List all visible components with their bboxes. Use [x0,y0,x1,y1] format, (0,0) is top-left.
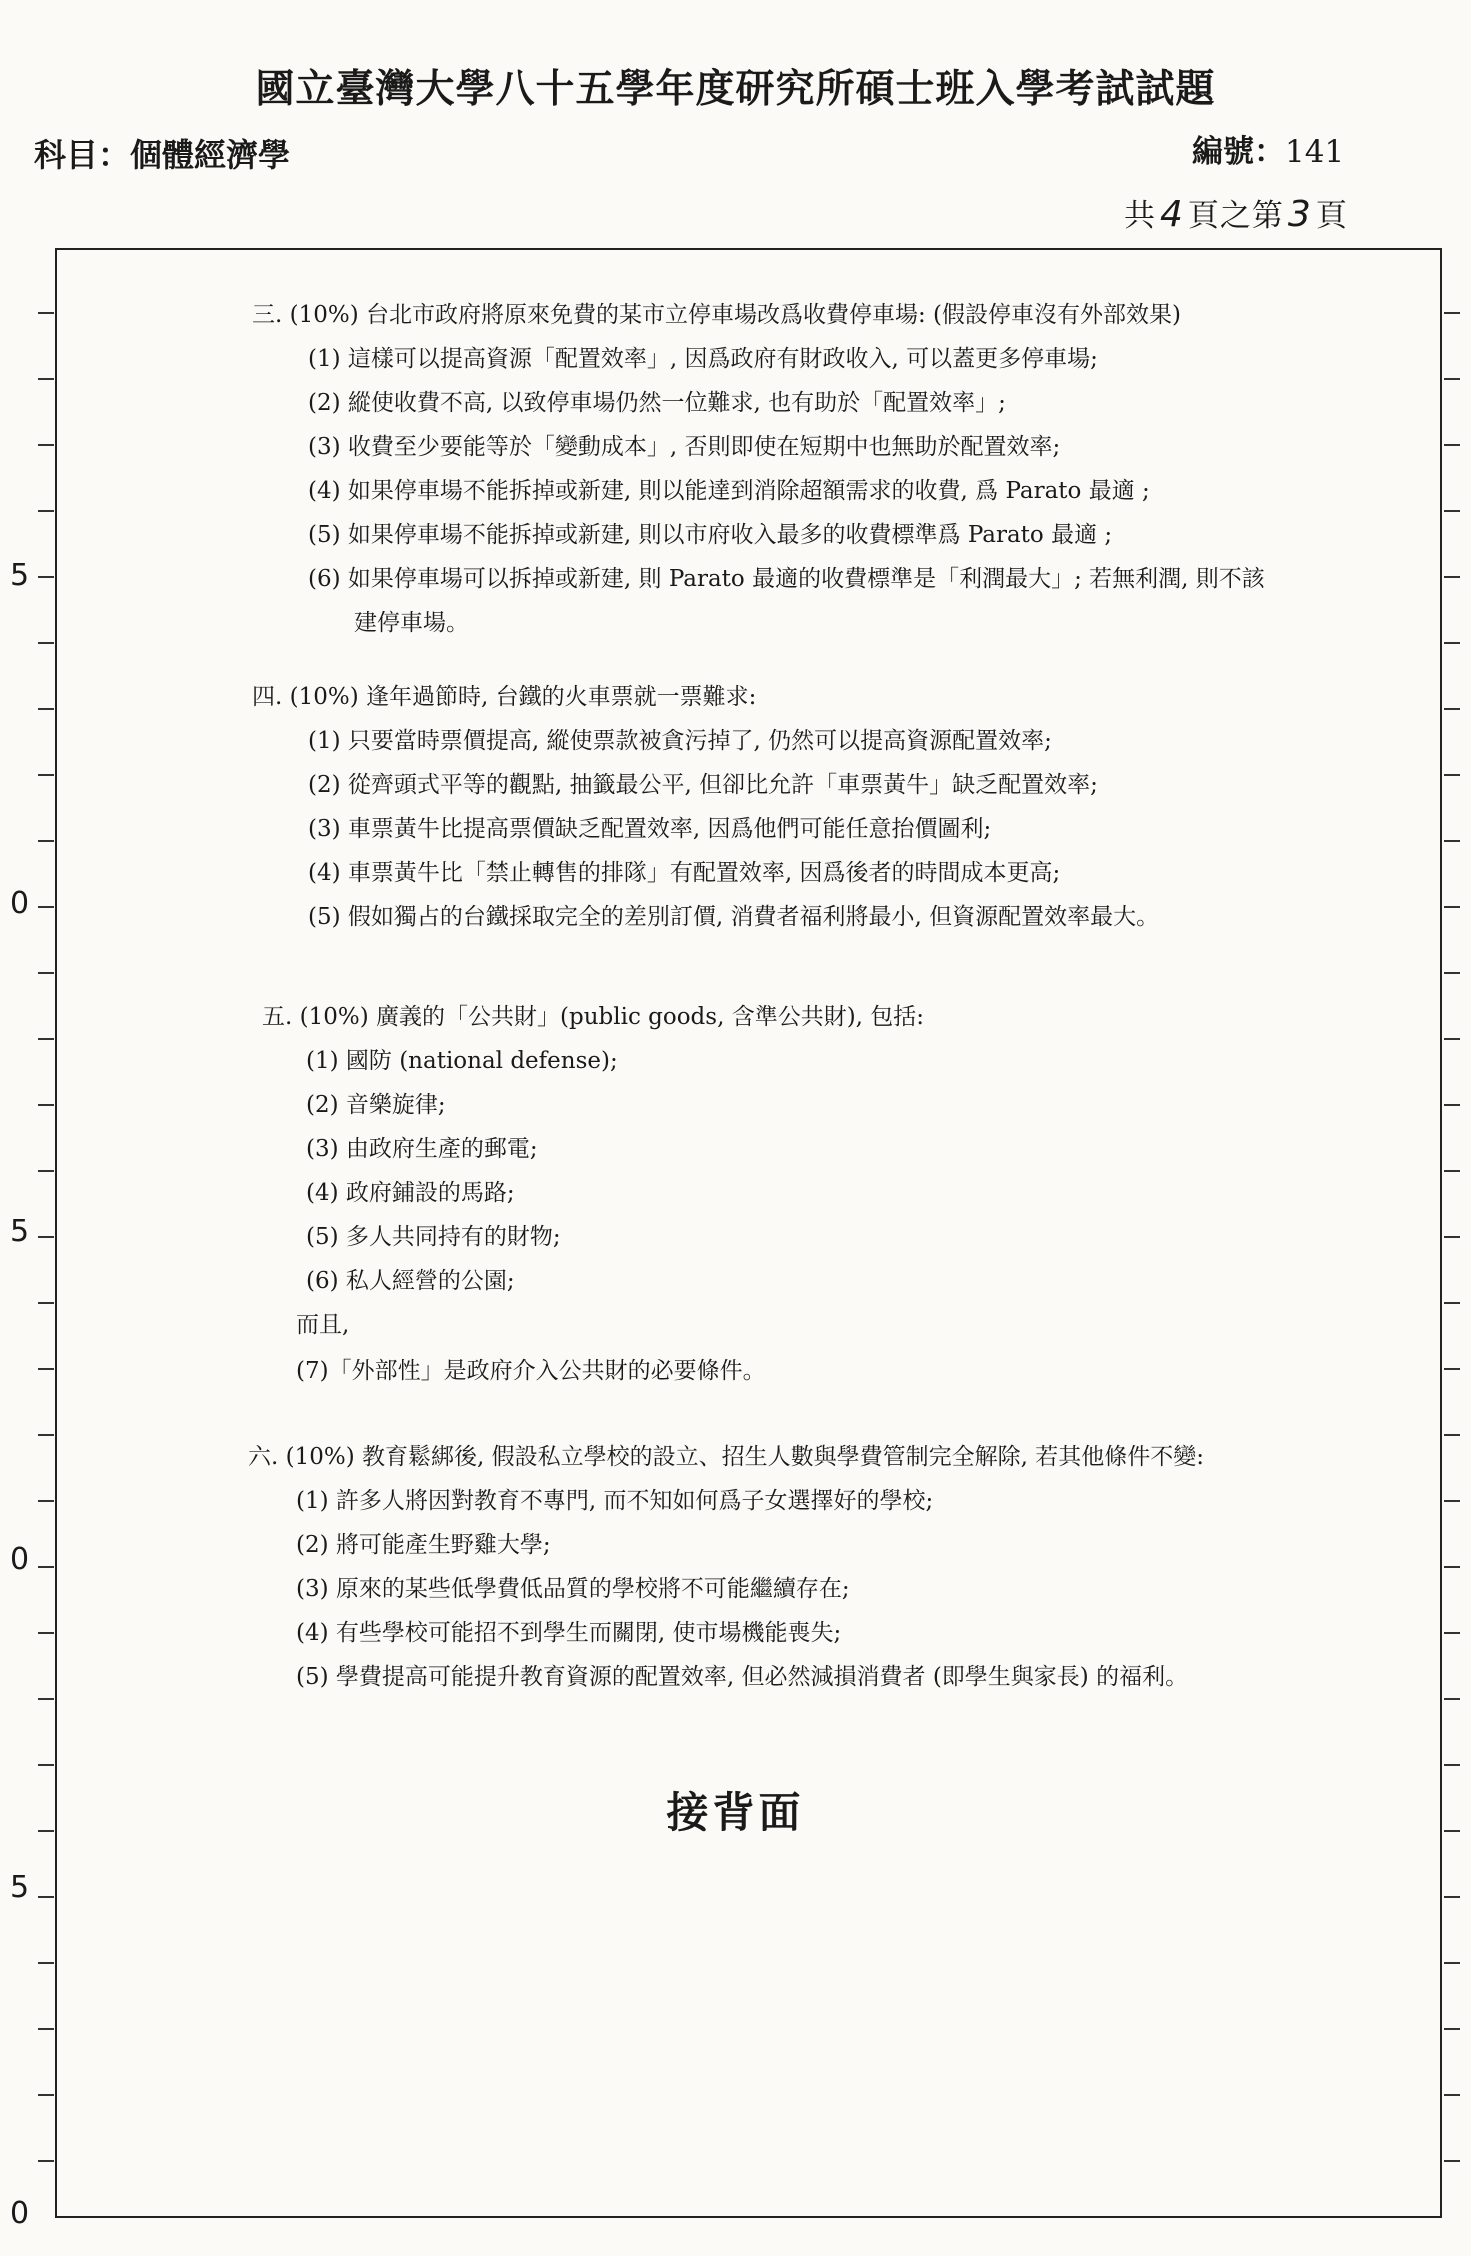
ruler-tick [1444,774,1460,776]
margin-number: 0 [10,2196,30,2231]
margin-number: 0 [10,1542,30,1577]
ruler-tick [38,1368,54,1370]
question-4-option: (5) 假如獨占的台鐵採取完全的差別訂價, 消費者福利將最小, 但資源配置效率最大。 [308,904,1160,930]
ruler-tick [38,1104,54,1106]
question-5-option: (5) 多人共同持有的財物; [306,1224,561,1250]
question-5-option: (4) 政府鋪設的馬路; [306,1180,515,1206]
question-3-option: (5) 如果停車場不能拆掉或新建, 則以市府收入最多的收費標準爲 Parato 最適 ; [308,522,1113,548]
question-3-option: (6) 如果停車場可以拆掉或新建, 則 Parato 最適的收費標準是「利潤最大」; 若無利潤, 則不該 [308,566,1265,592]
ruler-tick [38,1500,54,1502]
ruler-tick [38,1302,54,1304]
pages-pre: 共 [1124,198,1156,234]
ruler-tick [38,1236,54,1238]
ruler-tick [1444,840,1460,842]
ruler-tick [38,1632,54,1634]
ruler-tick [1444,1566,1460,1568]
ruler-tick [38,1962,54,1964]
ruler-tick [1444,576,1460,578]
ruler-tick [1444,1434,1460,1436]
exam-code [1192,126,1344,171]
margin-number: 5 [10,558,30,593]
ruler-tick [38,444,54,446]
ruler-tick [38,2160,54,2162]
pages-total: 4 [1160,194,1184,235]
ruler-tick [38,2028,54,2030]
ruler-tick [1444,972,1460,974]
ruler-tick [38,906,54,908]
margin-number: 0 [10,886,30,921]
ruler-tick [38,510,54,512]
pages-current: 3 [1287,194,1312,235]
ruler-tick [1444,1170,1460,1172]
ruler-tick [38,1038,54,1040]
pages-mid: 頁之第 [1187,198,1284,234]
ruler-tick [1444,444,1460,446]
code-value: 141 [1285,134,1345,170]
question-4-option: (1) 只要當時票價提高, 縱使票款被貪污掉了, 仍然可以提高資源配置效率; [308,728,1052,754]
ruler-tick [1444,2160,1460,2162]
exam-title: 國立臺灣大學八十五學年度研究所碩士班入學考試試題 [255,66,1216,112]
ruler-tick [1444,906,1460,908]
margin-number: 5 [10,1870,30,1905]
ruler-tick [38,1566,54,1568]
ruler-tick [38,378,54,380]
question-5-option: (3) 由政府生產的郵電; [306,1136,538,1162]
ruler-tick [1444,1302,1460,1304]
ruler-tick [38,2094,54,2096]
question-6-option: (2) 將可能產生野雞大學; [296,1532,551,1558]
question-3-continuation: 建停車場。 [354,610,469,636]
ruler-tick [38,1434,54,1436]
ruler-tick [38,1170,54,1172]
ruler-tick [1444,312,1460,314]
ruler-tick [1444,642,1460,644]
ruler-tick [1444,510,1460,512]
ruler-tick [1444,1896,1460,1898]
question-5-option: (1) 國防 (national defense); [306,1048,618,1074]
question-5-connector: 而且, [296,1312,350,1338]
ruler-tick [38,840,54,842]
ruler-tick [38,576,54,578]
ruler-tick [1444,1500,1460,1502]
ruler-tick [1444,1698,1460,1700]
ruler-tick [1444,1104,1460,1106]
question-6-option: (3) 原來的某些低學費低品質的學校將不可能繼續存在; [296,1576,850,1602]
ruler-tick [1444,2094,1460,2096]
question-3-option: (1) 這樣可以提高資源「配置效率」, 因爲政府有財政收入, 可以蓋更多停車場; [308,346,1098,372]
ruler-tick [38,642,54,644]
question-3-option: (2) 縱使收費不高, 以致停車場仍然一位難求, 也有助於「配置效率」; [308,390,1006,416]
ruler-tick [38,312,54,314]
question-6-option: (5) 學費提高可能提升教育資源的配置效率, 但必然減損消費者 (即學生與家長) 的福利。 [296,1664,1189,1690]
continued-on-back-stamp: 接背面 [666,1788,805,1837]
question-5-extra: (7)「外部性」是政府介入公共財的必要條件。 [296,1358,766,1384]
question-6-option: (1) 許多人將因對教育不專門, 而不知如何爲子女選擇好的學校; [296,1488,934,1514]
subject-label: 科目：個體經濟學 [34,136,291,174]
page-indicator [1124,190,1348,235]
ruler-tick [1444,2028,1460,2030]
question-5-option: (2) 音樂旋律; [306,1092,446,1118]
ruler-tick [1444,1236,1460,1238]
question-3-option: (4) 如果停車場不能拆掉或新建, 則以能達到消除超額需求的收費, 爲 Parato 最適 ; [308,478,1150,504]
ruler-tick [1444,1038,1460,1040]
question-5-heading: 五. (10%) 廣義的「公共財」(public goods, 含準公共財), 包括: [262,1004,925,1030]
ruler-tick [38,1896,54,1898]
ruler-tick [1444,378,1460,380]
pages-post: 頁 [1315,198,1348,234]
question-3-option: (3) 收費至少要能等於「變動成本」, 否則即使在短期中也無助於配置效率; [308,434,1061,460]
question-4-heading: 四. (10%) 逢年過節時, 台鐵的火車票就一票難求: [252,684,757,710]
ruler-tick [1444,1368,1460,1370]
ruler-tick [1444,708,1460,710]
ruler-tick [1444,1962,1460,1964]
ruler-tick [38,774,54,776]
question-6-option: (4) 有些學校可能招不到學生而關閉, 使市場機能喪失; [296,1620,842,1646]
code-label: 編號： [1192,134,1285,170]
ruler-tick [38,972,54,974]
ruler-tick [38,1764,54,1766]
question-4-option: (2) 從齊頭式平等的觀點, 抽籤最公平, 但卻比允許「車票黃牛」缺乏配置效率; [308,772,1098,798]
ruler-tick [38,708,54,710]
question-4-option: (4) 車票黃牛比「禁止轉售的排隊」有配置效率, 因爲後者的時間成本更高; [308,860,1061,886]
question-4-option: (3) 車票黃牛比提高票價缺乏配置效率, 因爲他們可能任意抬價圖利; [308,816,992,842]
question-3-heading: 三. (10%) 台北市政府將原來免費的某市立停車場改爲收費停車場: (假設停車沒有外部效果) [252,302,1182,328]
ruler-tick [38,1698,54,1700]
question-6-heading: 六. (10%) 教育鬆綁後, 假設私立學校的設立、招生人數與學費管制完全解除, 若其他條件不變: [248,1444,1204,1470]
margin-number: 5 [10,1214,30,1249]
ruler-tick [1444,1632,1460,1634]
question-5-option: (6) 私人經營的公園; [306,1268,515,1294]
ruler-tick [1444,1764,1460,1766]
